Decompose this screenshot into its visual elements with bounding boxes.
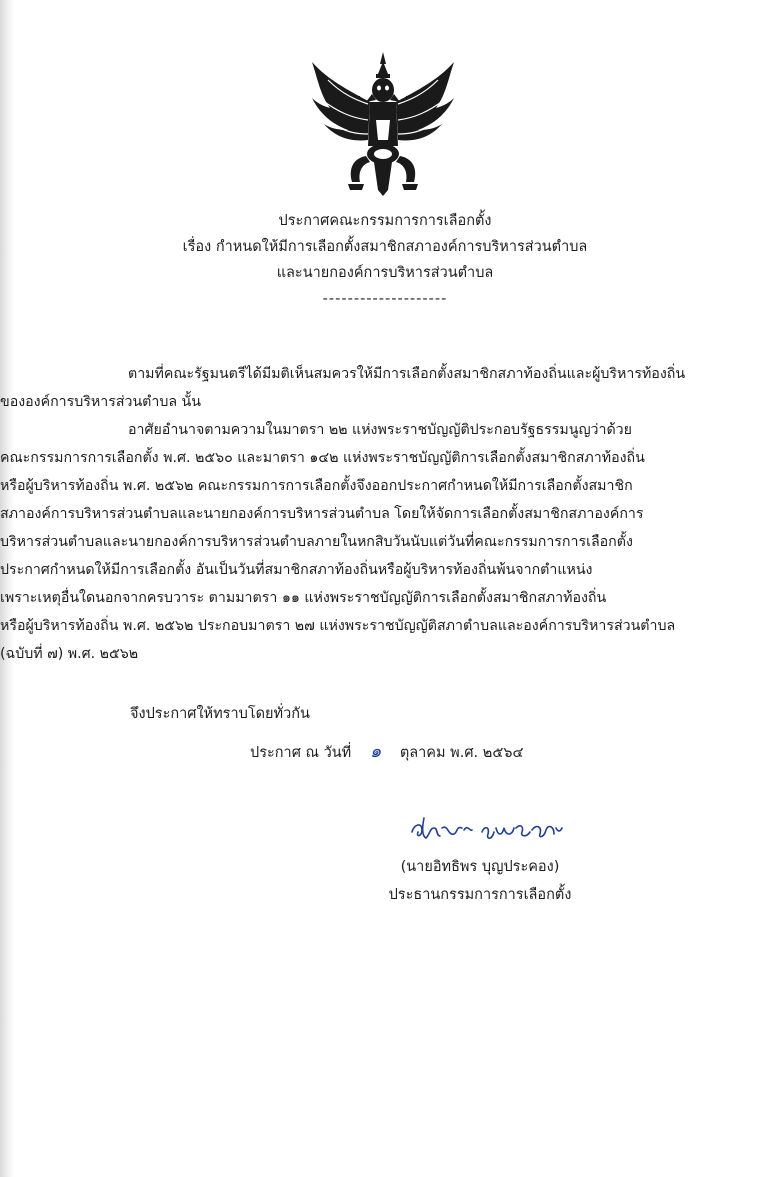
announcement-title xyxy=(0,208,770,312)
paragraph-1-line-1: ตามที่คณะรัฐมนตรีได้มีมติเห็นสมควรให้มีการเลือกตั้งสมาชิกสภาท้องถิ่นและผู้บริหารท้องถิ่น xyxy=(128,366,686,382)
paragraph-2-line-1: อาศัยอำนาจตามความในมาตรา ๒๒ แห่งพระราชบัญญัติประกอบรัฐธรรมนูญว่าด้วย xyxy=(128,422,632,438)
handwritten-signature xyxy=(408,810,568,850)
signer-name: (นายอิทธิพร บุญประคอง) xyxy=(400,859,560,875)
announcement-body xyxy=(0,360,690,668)
garuda-emblem-icon xyxy=(308,50,458,200)
paragraph-2-line-9: (ฉบับที่ ๗) พ.ศ. ๒๕๖๒ xyxy=(0,646,139,662)
date-suffix: ตุลาคม พ.ศ. ๒๕๖๔ xyxy=(399,745,524,761)
title-divider: -------------------- xyxy=(322,291,448,307)
announcement-date xyxy=(250,736,523,765)
paragraph-2-line-5: บริหารส่วนตำบลและนายกองค์การบริหารส่วนตำบลภายในหกสิบวันนับแต่วันที่คณะกรรมการการเลือกตั้ง xyxy=(0,534,633,550)
paragraph-2-line-2: คณะกรรมการการเลือกตั้ง พ.ศ. ๒๕๖๐ และมาตรา ๑๔๒ แห่งพระราชบัญญัติการเลือกตั้งสมาชิกสภาท้องถิ่น xyxy=(0,450,645,466)
paragraph-2-line-4: สภาองค์การบริหารส่วนตำบลและนายกองค์การบริหารส่วนตำบล โดยให้จัดการเลือกตั้งสมาชิกสภาองค์การ xyxy=(0,506,644,522)
paragraph-1-line-2: ขององค์การบริหารส่วนตำบล นั้น xyxy=(0,394,201,410)
title-line-2: เรื่อง กำหนดให้มีการเลือกตั้งสมาชิกสภาองค์การบริหารส่วนตำบล xyxy=(182,239,588,255)
signer-title: ประธานกรรมการการเลือกตั้ง xyxy=(388,887,572,903)
paragraph-2-line-3: หรือผู้บริหารท้องถิ่น พ.ศ. ๒๕๖๒ คณะกรรมการการเลือกตั้งจึงออกประกาศกำหนดให้มีการเลือกตั้งสมาชิก xyxy=(0,478,633,494)
title-line-3: และนายกองค์การบริหารส่วนตำบล xyxy=(276,265,494,281)
paragraph-2-line-8: หรือผู้บริหารท้องถิ่น พ.ศ. ๒๕๖๒ ประกอบมาตรา ๒๗ แห่งพระราชบัญญัติสภาตำบลและองค์การบริหารส่วนตำบล xyxy=(0,618,676,634)
announcement-closing: จึงประกาศให้ทราบโดยทั่วกัน xyxy=(130,706,310,722)
paragraph-2-line-7: เพราะเหตุอื่นใดนอกจากครบวาระ ตามมาตรา ๑๑ แห่งพระราชบัญญัติการเลือกตั้งสมาชิกสภาท้องถิ่น xyxy=(0,590,607,606)
date-prefix: ประกาศ ณ วันที่ xyxy=(250,745,352,761)
paragraph-2-line-6: ประกาศกำหนดให้มีการเลือกตั้ง อันเป็นวันที่สมาชิกสภาท้องถิ่นหรือผู้บริหารท้องถิ่นพ้นจากตำแหน่ง xyxy=(0,562,593,578)
title-line-1: ประกาศคณะกรรมการการเลือกตั้ง xyxy=(278,213,492,229)
date-day-handwritten: ๑ xyxy=(369,741,382,762)
